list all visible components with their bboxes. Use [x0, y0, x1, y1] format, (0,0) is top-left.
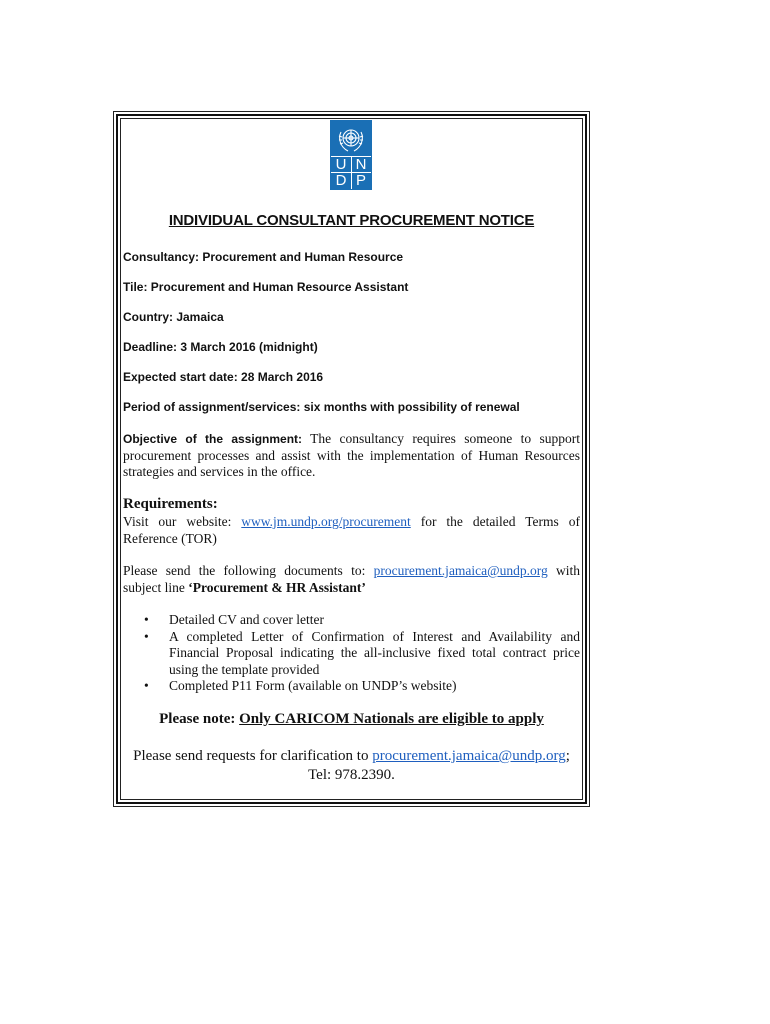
clarification-line: [123, 747, 580, 766]
eligibility-note: [123, 711, 580, 728]
clarification-prefix: Please send requests for clarification to: [133, 748, 373, 764]
requirements-heading: Requirements:: [123, 496, 218, 512]
list-item: [123, 612, 580, 629]
start-date-field: Expected start date: 28 March 2016: [123, 370, 324, 384]
list-item: [123, 629, 580, 679]
period-field: Period of assignment/services: six months with possibility of renewal: [123, 400, 520, 414]
procurement-email-link[interactable]: procurement.jamaica@undp.org: [373, 563, 548, 578]
logo-letter: P: [355, 172, 366, 189]
website-paragraph: [123, 514, 580, 547]
note-text: Only CARICOM Nationals are eligible to apply: [239, 711, 544, 727]
website-suffix: for the detailed Terms of Reference (TOR): [123, 514, 580, 546]
website-prefix: Visit our website:: [123, 514, 242, 529]
country-field: Country: Jamaica: [123, 310, 224, 324]
list-item-text: Detailed CV and cover letter: [169, 612, 324, 627]
clarification-email-link[interactable]: procurement.jamaica@undp.org: [372, 748, 566, 764]
subject-line: ‘Procurement & HR Assistant’: [188, 579, 366, 595]
list-item-text: A completed Letter of Confirmation of Interest and Availability and Financial Proposal indicating the all-inclusive fixed total contract price using the template provided: [169, 628, 580, 677]
bullet-icon: •: [144, 612, 149, 627]
deadline-field: Deadline: 3 March 2016 (midnight): [123, 340, 318, 354]
website-link[interactable]: www.jm.undp.org/procurement: [241, 514, 411, 529]
title-field: Tile: Procurement and Human Resource Assistant: [123, 280, 409, 294]
note-label: Please note:: [159, 711, 240, 727]
telephone: Tel: 978.2390.: [308, 767, 395, 783]
send-middle: with subject line: [123, 563, 580, 595]
consultancy-field: Consultancy: Procurement and Human Resource: [123, 250, 404, 264]
send-documents-paragraph: [123, 563, 580, 596]
clarification-block: [123, 747, 580, 785]
documents-list: [123, 612, 580, 695]
bullet-icon: •: [144, 628, 149, 644]
list-item-text: Completed P11 Form (available on UNDP’s website): [169, 678, 457, 693]
notice-title: INDIVIDUAL CONSULTANT PROCUREMENT NOTICE: [168, 212, 535, 229]
objective-label: Objective of the assignment:: [123, 432, 303, 446]
list-item: [123, 678, 580, 695]
undp-logo: [330, 120, 372, 190]
objective-text: The consultancy requires someone to support procurement processes and assist with the implementation of Human Resources strategies and services in the office.: [123, 431, 580, 479]
logo-letter: D: [335, 172, 347, 189]
logo-letter: U: [335, 156, 347, 173]
objective-paragraph: [123, 431, 580, 481]
logo-letter: N: [355, 156, 367, 173]
bullet-icon: •: [144, 678, 149, 693]
send-prefix: Please send the following documents to:: [123, 563, 374, 578]
clarification-suffix: ;: [565, 748, 570, 764]
un-emblem-icon: [335, 123, 367, 155]
